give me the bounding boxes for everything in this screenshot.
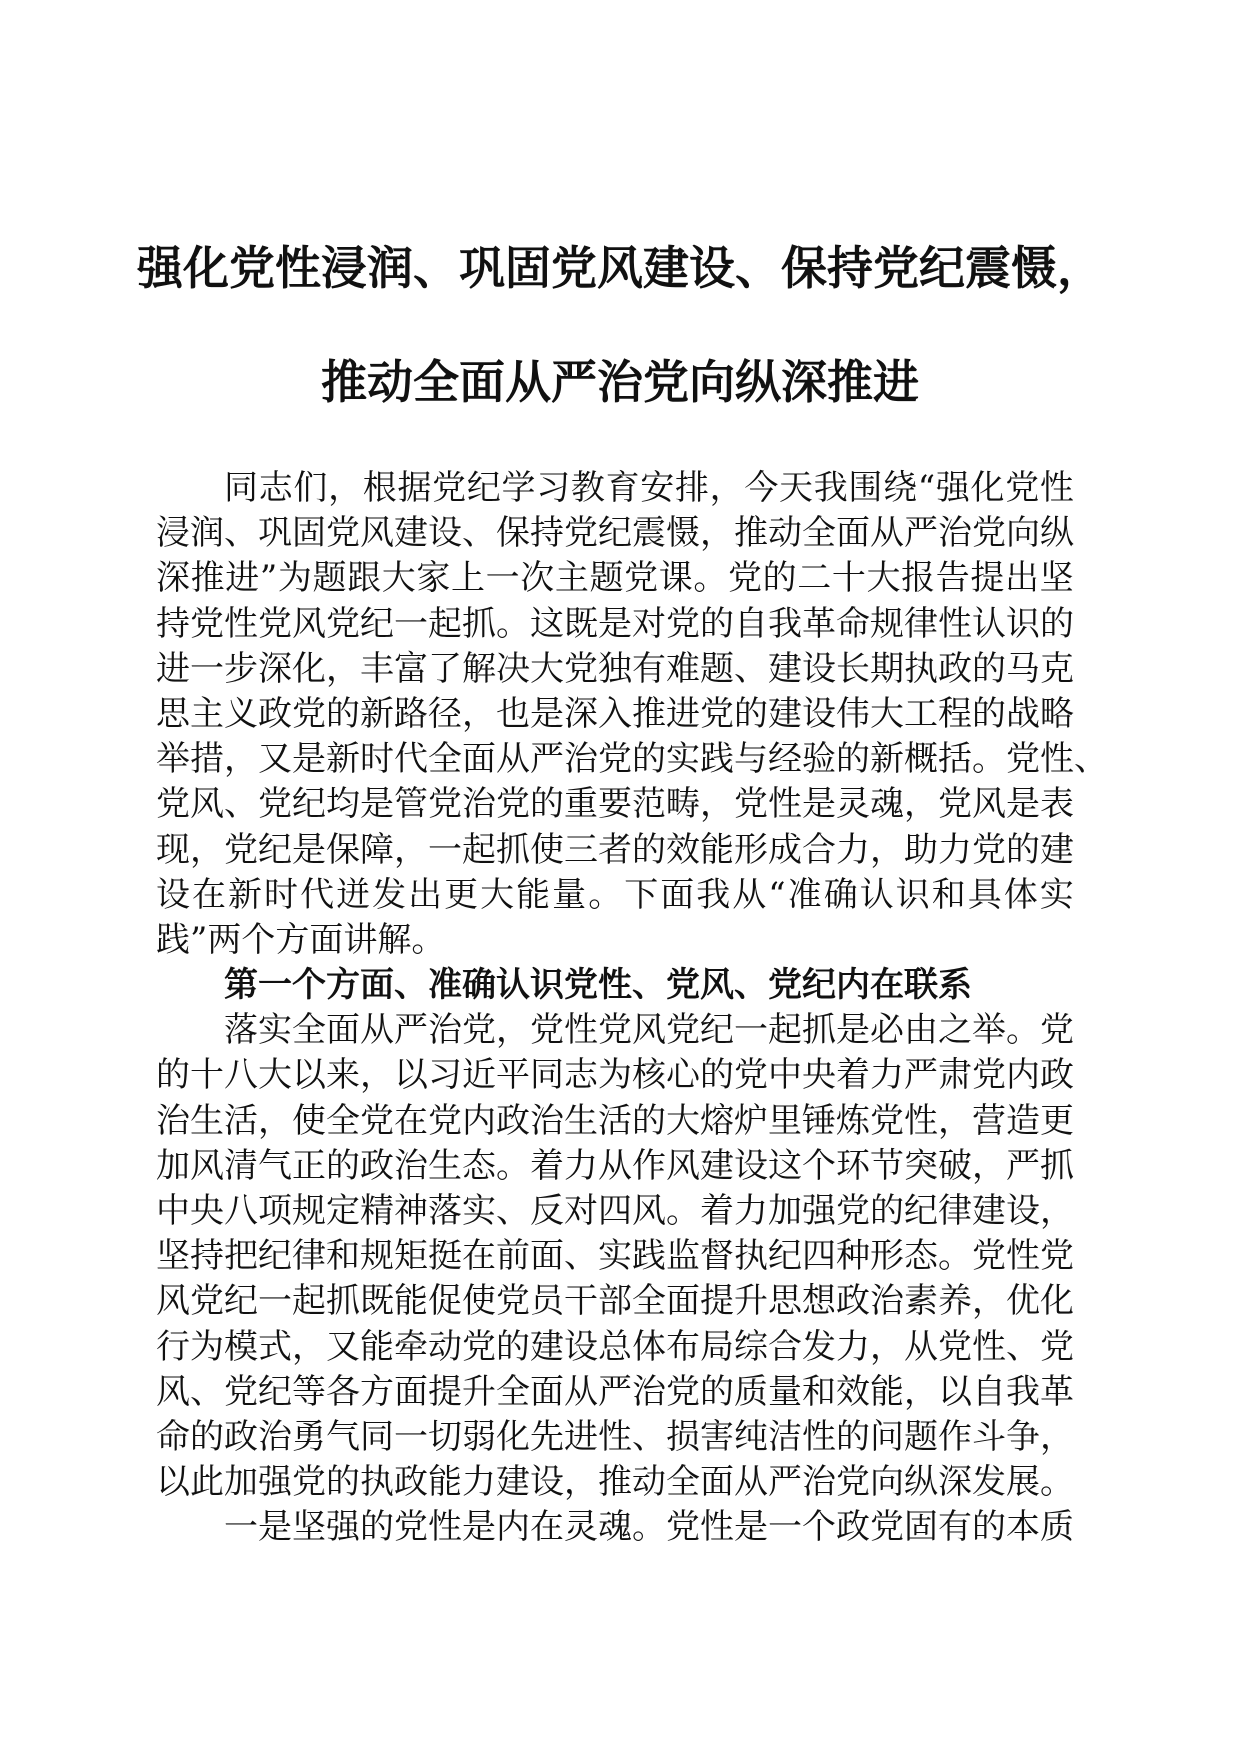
document-title-line-1: 强化党性浸润、巩固党风建设、保持党纪震慑， [137,241,1103,295]
text-line: 中 央 八 项 规 定 精 神 落 实 、 反 对 四 风 。 着 力 加 强 党 的 纪 律 建 设 ， [156,1191,1074,1231]
text-line: 治 生 活 ， 使 全 党 在 党 内 政 治 生 活 的 大 熔 炉 里 锤 炼 党 性 ， 营 造 更 [156,1100,1074,1141]
section-heading: 第一个方面、准确认识党性、党风、党纪内在联系 [224,965,972,1006]
text-line: 党 风 、 党 纪 均 是 管 党 治 党 的 重 要 范 畴 ， 党 性 是 灵 魂 ， 党 风 是 表 [156,784,1074,825]
text-line: 行 为 模 式 ， 又 能 牵 动 党 的 建 设 总 体 布 局 综 合 发 力 ， 从 党 性 、 党 [156,1326,1074,1367]
text-line: 风 党 纪 一 起 抓 既 能 促 使 党 员 干 部 全 面 提 升 思 想 政 治 素 养 ， 优 化 [156,1281,1074,1322]
text-line: 以此加强党的执政能力建设，推动全面从严治党向纵深发展。 [156,1462,1074,1503]
text-line: 持 党 性 党 风 党 纪 一 起 抓 。 这 既 是 对 党 的 自 我 革 命 规 律 性 认 识 的 [156,603,1074,644]
text-line: 浸 润 、 巩 固 党 风 建 设 、 保 持 党 纪 震 慑 ， 推 动 全 面 从 严 治 党 向 纵 [156,513,1074,554]
document-body [156,466,1108,1551]
paragraph-intro [156,466,1108,963]
text-line: 深 推 进 ” 为 题 跟 大 家 上 一 次 主 题 党 课 。 党 的 二 十 大 报 告 提 出 坚 [156,558,1074,599]
text-line: 同 志 们 ， 根 据 党 纪 学 习 教 育 安 排 ， 今 天 我 围 绕 “ 强 化 党 性 [224,468,1074,508]
text-line: 现 ， 党 纪 是 保 障 ， 一 起 抓 使 三 者 的 效 能 形 成 合 力 ， 助 力 党 的 建 [156,829,1074,870]
text-line: 践”两个方面讲解。 [156,919,446,960]
text-line: 设 在 新 时 代 迸 发 出 更 大 能 量 。 下 面 我 从 “ 准 确 认 识 和 具 体 实 [156,874,1074,915]
text-line: 命 的 政 治 勇 气 同 一 切 弱 化 先 进 性 、 损 害 纯 洁 性 的 问 题 作 斗 争 ， [156,1416,1074,1457]
text-line: 举 措 ， 又 是 新 时 代 全 面 从 严 治 党 的 实 践 与 经 验 的 新 概 括 。 党 性 、 [156,739,1108,780]
text-line: 坚 持 把 纪 律 和 规 矩 挺 在 前 面 、 实 践 监 督 执 纪 四 种 形 态 。 党 性 党 [156,1236,1074,1277]
text-line: 进 一 步 深 化 ， 丰 富 了 解 决 大 党 独 有 难 题 、 建 设 长 期 执 政 的 马 克 [156,648,1074,689]
text-line: 加 风 清 气 正 的 政 治 生 态 。 着 力 从 作 风 建 设 这 个 环 节 突 破 ， 严 抓 [156,1145,1074,1186]
text-line: 风 、 党 纪 等 各 方 面 提 升 全 面 从 严 治 党 的 质 量 和 效 能 ， 以 自 我 革 [156,1371,1074,1412]
text-line: 一 是 坚 强 的 党 性 是 内 在 灵 魂 。 党 性 是 一 个 政 党 固 有 的 本 质 [224,1507,1074,1548]
document-title-line-2: 推动全面从严治党向纵深推进 [321,355,919,409]
text-line: 落 实 全 面 从 严 治 党 ， 党 性 党 风 党 纪 一 起 抓 是 必 由 之 举 。 党 [224,1010,1074,1051]
paragraph-section-1 [156,1008,1074,1550]
text-line: 的 十 八 大 以 来 ， 以 习 近 平 同 志 为 核 心 的 党 中 央 着 力 严 肃 党 内 政 [156,1055,1074,1096]
text-line: 思 主 义 政 党 的 新 路 径 ， 也 是 深 入 推 进 党 的 建 设 伟 大 工 程 的 战 略 [156,693,1074,734]
